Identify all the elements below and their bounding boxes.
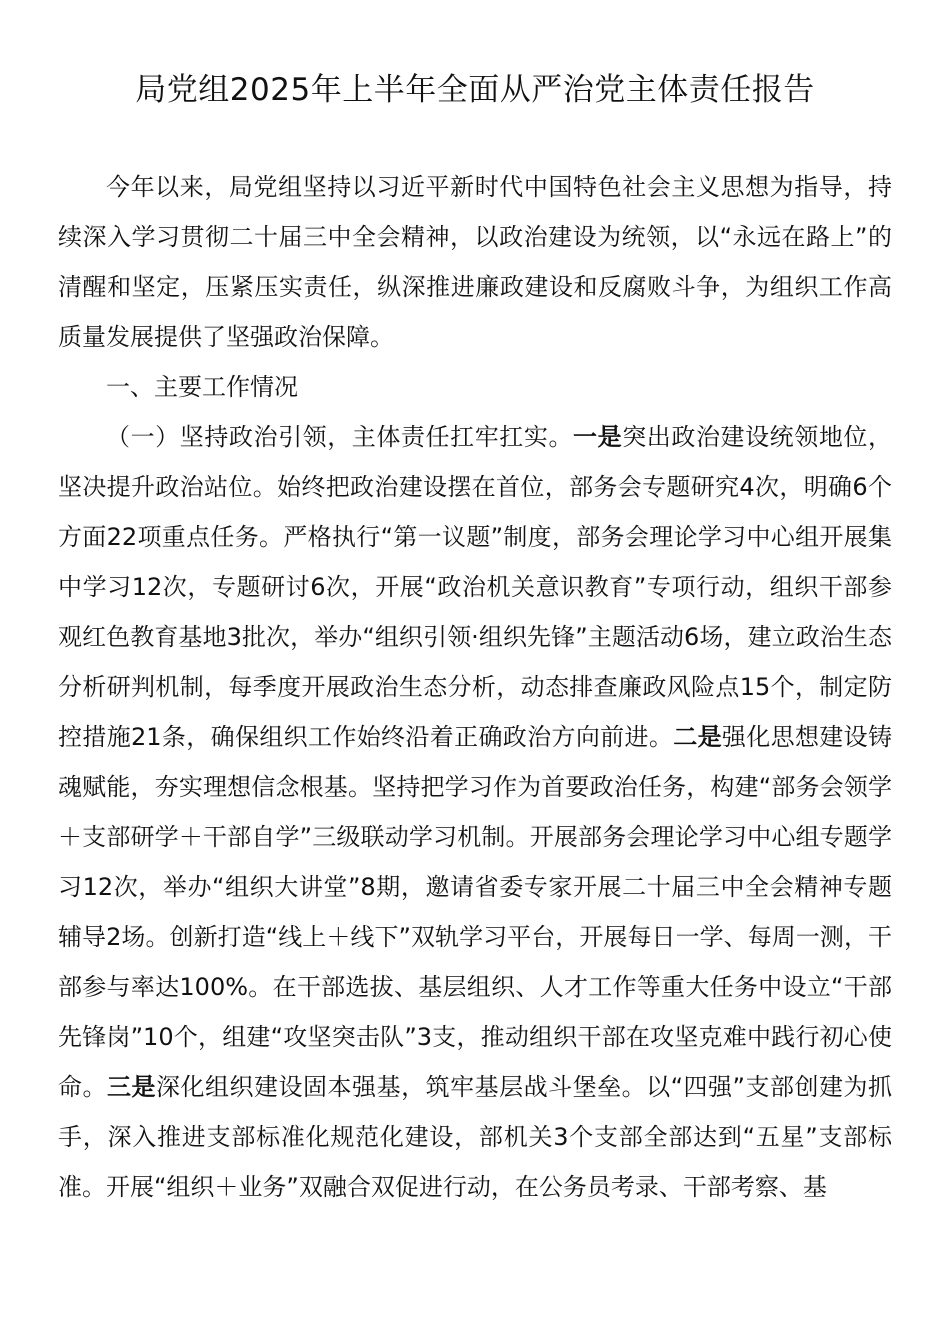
- section-1-intro: （一）坚持政治引领，主体责任扛牢扛实。: [106, 423, 574, 451]
- section-1-text-2: 强化思想建设铸魂赋能，夯实理想信念根基。坚持把学习作为首要政治任务，构建“部务会领学＋支部研学＋干部自学”三级联动学习机制。开展部务会理论学习中心组专题学习12次，举办“组织大讲堂”8期，邀请省委专家开展二十届三中全会精神专题辅导2场。创新打造“线上＋线下”双轨学习平台，开展每日一学、每周一测，干部参与率达100%。在干部选拔、基层组织、人才工作等重大任务中设立“干部先锋岗”10个，组建“攻坚突击队”3支，推动组织干部在攻坚克难中践行初心使命。: [58, 723, 893, 1101]
- section-1-text-3: 深化组织建设固本强基，筑牢基层战斗堡垒。以“四强”支部创建为抓手，深入推进支部标准化规范化建设，部机关3个支部全部达到“五星”支部标准。开展“组织＋业务”双融合双促进行动，在公务员考录、干部考察、基: [58, 1073, 893, 1201]
- intro-paragraph: 今年以来，局党组坚持以习近平新时代中国特色社会主义思想为指导，持续深入学习贯彻二十届三中全会精神，以政治建设为统领，以“永远在路上”的清醒和坚定，压紧压实责任，纵深推进廉政建设和反腐败斗争，为组织工作高质量发展提供了坚强政治保障。: [58, 173, 892, 351]
- document-title: 局党组2025年上半年全面从严治党主体责任报告: [135, 72, 815, 108]
- section-1-paragraph: [58, 412, 892, 1212]
- lead-marker-2: 二是: [673, 723, 722, 751]
- section-heading-main-work: 一、主要工作情况: [106, 373, 298, 401]
- lead-marker-3: 三是: [107, 1073, 157, 1101]
- lead-marker-1: 一是: [573, 423, 623, 451]
- section-1-text-1: 突出政治建设统领地位，坚决提升政治站位。始终把政治建设摆在首位，部务会专题研究4次，明确6个方面22项重点任务。严格执行“第一议题”制度，部务会理论学习中心组开展集中学习12次，专题研讨6次，开展“政治机关意识教育”专项行动，组织干部参观红色教育基地3批次，举办“组织引领·组织先锋”主题活动6场，建立政治生态分析研判机制，每季度开展政治生态分析，动态排查廉政风险点15个，制定防控措施21条，确保组织工作始终沿着正确政治方向前进。: [58, 423, 893, 751]
